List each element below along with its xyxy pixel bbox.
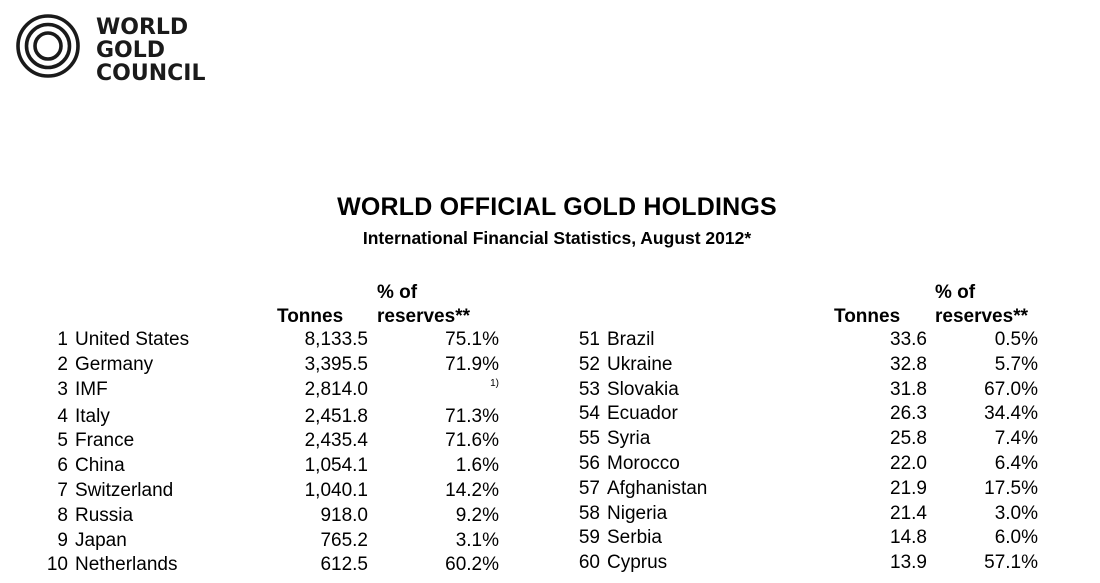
pct-reserves-cell: 71.9%: [445, 353, 499, 375]
pct-reserves-cell: 0.5%: [994, 329, 1038, 350]
tonnes-cell: 2,451.8: [304, 405, 368, 427]
pct-reserves-cell: 14.2%: [445, 479, 499, 501]
country-cell: Ukraine: [607, 353, 673, 375]
rank-cell: 3: [57, 378, 68, 400]
country-cell: Italy: [75, 405, 110, 427]
pct-reserves-cell: 67.0%: [984, 378, 1038, 400]
table-row: [0, 353, 540, 378]
country-cell: Russia: [75, 504, 134, 526]
country-cell: Netherlands: [75, 554, 178, 576]
pct-reserves-cell: 6.0%: [994, 527, 1038, 549]
country-cell: France: [75, 430, 135, 452]
tonnes-cell: 2,814.0: [304, 378, 368, 400]
table-row: [0, 529, 540, 554]
rank-cell: 7: [57, 479, 68, 501]
tonnes-cell: 1,054.1: [304, 455, 368, 477]
tonnes-cell: 14.8: [890, 527, 927, 549]
page-title: WORLD OFFICIAL GOLD HOLDINGS: [337, 193, 777, 221]
rank-cell: 2: [57, 353, 68, 375]
rank-cell: 5: [57, 430, 68, 452]
table-row: [540, 526, 1080, 551]
left-header-pct-line2: reserves**: [377, 306, 470, 327]
pct-reserves-cell: 6.4%: [994, 452, 1038, 474]
tonnes-cell: 32.8: [890, 353, 927, 375]
pct-reserves-cell: 71.3%: [445, 405, 499, 427]
pct-reserves-cell: 71.6%: [445, 430, 499, 452]
pct-reserves-cell: 57.1%: [984, 552, 1038, 574]
tonnes-cell: 765.2: [320, 529, 368, 551]
rank-cell: 1: [57, 329, 68, 350]
tonnes-cell: 21.9: [890, 477, 927, 499]
rank-cell: 51: [578, 329, 600, 350]
logo-line-gold: GOLD: [96, 38, 166, 63]
tonnes-cell: 2,435.4: [304, 430, 368, 452]
rank-cell: 8: [57, 504, 68, 526]
pct-reserves-cell: 5.7%: [994, 353, 1038, 375]
table-row: [540, 328, 1080, 353]
table-row: [0, 429, 540, 454]
page-subtitle: International Financial Statistics, August 2012*: [362, 228, 752, 248]
country-cell: China: [75, 455, 125, 477]
country-cell: Ecuador: [607, 403, 678, 425]
table-row: [0, 378, 540, 405]
tonnes-cell: 26.3: [890, 403, 927, 425]
tonnes-cell: 3,395.5: [304, 353, 368, 375]
table-row: [540, 378, 1080, 403]
left-holdings-table: [0, 328, 540, 578]
tonnes-cell: 22.0: [890, 452, 927, 474]
right-header-pct-line2: reserves**: [935, 306, 1028, 327]
rank-cell: 6: [57, 455, 68, 477]
table-row: [540, 551, 1080, 576]
rank-cell: 57: [578, 477, 600, 499]
table-row: [540, 402, 1080, 427]
rank-cell: 55: [578, 428, 600, 450]
rank-cell: 54: [578, 403, 600, 425]
tonnes-cell: 25.8: [890, 428, 927, 450]
rank-cell: 52: [578, 353, 600, 375]
table-row: [540, 353, 1080, 378]
tonnes-cell: 31.8: [890, 378, 927, 400]
right-holdings-table: [540, 328, 1080, 576]
rank-cell: 60: [578, 552, 600, 574]
tonnes-cell: 8,133.5: [304, 329, 368, 350]
pct-reserves-cell: 34.4%: [984, 403, 1038, 425]
tonnes-cell: 13.9: [890, 552, 927, 574]
country-cell: Afghanistan: [607, 477, 708, 499]
tonnes-cell: 33.6: [890, 329, 927, 350]
left-header-pct-line1: % of: [377, 282, 418, 303]
pct-reserves-cell: 3.0%: [994, 502, 1038, 524]
country-cell: Serbia: [607, 527, 662, 549]
country-cell: Slovakia: [607, 378, 679, 400]
pct-reserves-cell: 7.4%: [994, 428, 1038, 450]
footnote-marker: 1): [490, 377, 499, 389]
tonnes-cell: 612.5: [320, 554, 368, 576]
country-cell: Brazil: [607, 329, 655, 350]
table-row: [0, 405, 540, 430]
country-cell: Nigeria: [607, 502, 668, 524]
country-cell: Cyprus: [607, 552, 668, 574]
pct-reserves-cell: 3.1%: [455, 529, 499, 551]
rank-cell: 56: [578, 452, 600, 474]
country-cell: Morocco: [607, 452, 680, 474]
pct-reserves-cell: 1.6%: [455, 455, 499, 477]
pct-reserves-cell: 60.2%: [445, 554, 499, 576]
table-row: [0, 479, 540, 504]
rank-cell: 59: [578, 527, 600, 549]
rank-cell: 53: [578, 378, 600, 400]
tonnes-cell: 918.0: [320, 504, 368, 526]
country-cell: Germany: [75, 353, 154, 375]
pct-reserves-cell: 75.1%: [445, 329, 499, 350]
world-gold-council-logo: [12, 14, 222, 86]
table-row: [0, 328, 540, 353]
logo-rings-icon: [12, 14, 86, 88]
rank-cell: 58: [578, 502, 600, 524]
country-cell: United States: [75, 329, 190, 350]
logo-wordmark: [96, 16, 205, 85]
table-row: [540, 452, 1080, 477]
right-header-pct-line1: % of: [935, 282, 976, 303]
rank-cell: 10: [46, 554, 68, 576]
tonnes-cell: 1,040.1: [304, 479, 368, 501]
logo-line-world: WORLD: [96, 15, 189, 40]
table-row: [0, 504, 540, 529]
table-row: [540, 477, 1080, 502]
right-header-tonnes: Tonnes: [834, 306, 901, 327]
country-cell: Switzerland: [75, 479, 174, 501]
tonnes-cell: 21.4: [890, 502, 927, 524]
table-row: [540, 502, 1080, 527]
pct-reserves-cell: 9.2%: [455, 504, 499, 526]
logo-line-council: COUNCIL: [96, 61, 206, 86]
pct-reserves-cell: [389, 378, 499, 403]
table-row: [0, 454, 540, 479]
country-cell: IMF: [75, 378, 108, 400]
pct-reserves-cell: 17.5%: [984, 477, 1038, 499]
rank-cell: 9: [57, 529, 68, 551]
country-cell: Syria: [607, 428, 651, 450]
table-row: [0, 553, 540, 578]
table-row: [540, 427, 1080, 452]
left-header-tonnes: Tonnes: [277, 306, 344, 327]
rank-cell: 4: [57, 405, 68, 427]
country-cell: Japan: [75, 529, 127, 551]
